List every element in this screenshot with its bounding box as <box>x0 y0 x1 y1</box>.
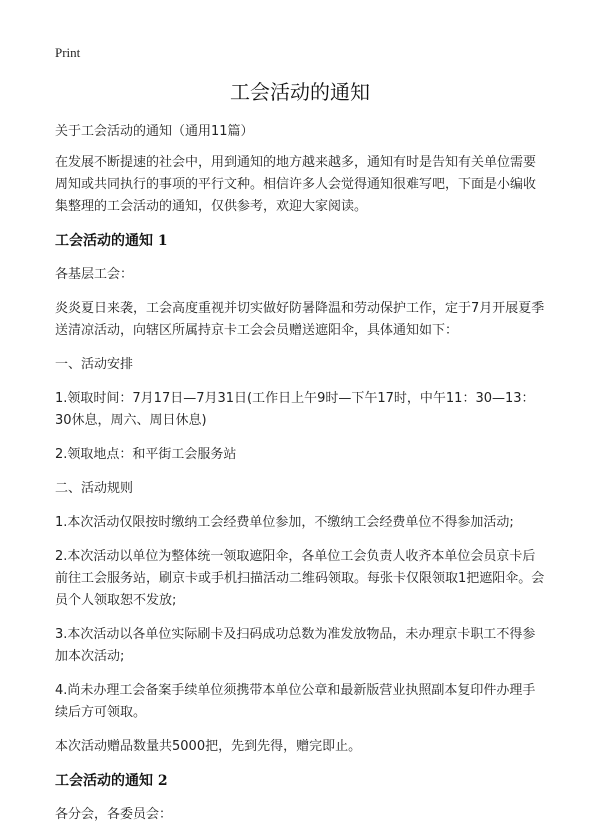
rule-item-4: 4.尚未办理工会备案手续单位须携带本单位公章和最新版营业执照副本复印件办理手续后方可领取。 <box>55 683 536 720</box>
salutation-2: 各分会，各委员会： <box>55 807 173 822</box>
page-title: 工会活动的通知 <box>230 80 370 104</box>
article-body <box>55 121 545 826</box>
section-heading-2: 工会活动的通知 2 <box>55 773 168 789</box>
salutation-1: 各基层工会： <box>55 267 134 282</box>
arrangement-item-1: 1.领取时间：7月17日—7月31日(工作日上午9时—下午17时，中午11：30—13：30休息，周六、周日休息) <box>55 391 535 428</box>
rule-item-1: 1.本次活动仅限按时缴纳工会经费单位参加，不缴纳工会经费单位不得参加活动; <box>55 515 514 530</box>
notice-body-1: 炎炎夏日来袭，工会高度重视并切实做好防暑降温和劳动保护工作，定于7月开展夏季送清凉活动，向辖区所属持京卡工会会员赠送遮阳伞，具体通知如下： <box>55 301 545 338</box>
section-heading-1: 工会活动的通知 1 <box>55 233 168 249</box>
article-subtitle: 关于工会活动的通知（通用11篇） <box>55 124 254 139</box>
intro-paragraph: 在发展不断提速的社会中，用到通知的地方越来越多，通知有时是告知有关单位需要周知或共同执行的事项的平行文种。相信许多人会觉得通知很难写吧，下面是小编收集整理的工会活动的通知，仅供参考，欢迎大家阅读。 <box>55 155 537 214</box>
closing-note-1: 本次活动赠品数量共5000把，先到先得，赠完即止。 <box>55 739 362 754</box>
print-link[interactable]: Print <box>55 45 81 60</box>
part-title-arrangement: 一、活动安排 <box>55 357 134 372</box>
rule-item-3: 3.本次活动以各单位实际刷卡及扫码成功总数为准发放物品，未办理京卡职工不得参加本次活动; <box>55 627 536 664</box>
arrangement-item-2: 2.领取地点：和平街工会服务站 <box>55 447 237 462</box>
part-title-rules: 二、活动规则 <box>55 481 134 496</box>
rule-item-2: 2.本次活动以单位为整体统一领取遮阳伞，各单位工会负责人收齐本单位会员京卡后前往工会服务站，刷京卡或手机扫描活动二维码领取。每张卡仅限领取1把遮阳伞。会员个人领取恕不发放; <box>55 549 545 608</box>
